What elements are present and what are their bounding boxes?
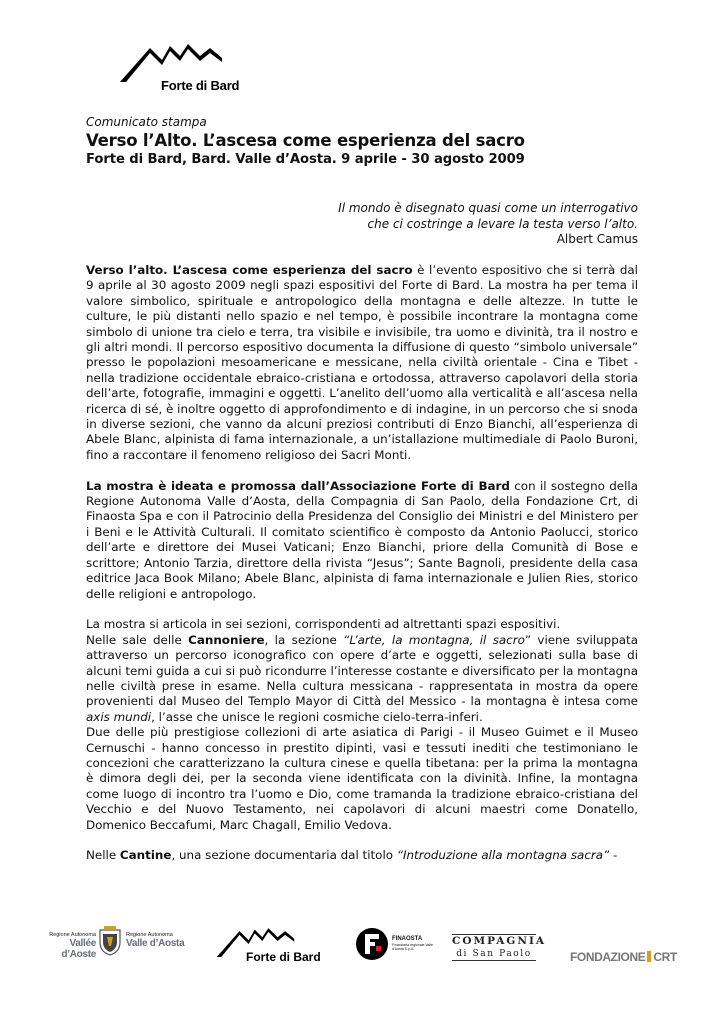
paragraph-6-text-c: -	[609, 848, 618, 863]
quote-line-2: che ci costringe a levare la testa verso l’alto.	[367, 216, 638, 231]
paragraph-4	[86, 633, 638, 725]
paragraph-1-bold: Verso l’alto. L’ascesa come esperienza del sacro	[86, 263, 413, 277]
regione-small-2: Regione Autonoma	[126, 932, 173, 938]
paragraph-5: Due delle più prestigiose collezioni di arte asiatica di Parigi - il Museo Guimet e il Museo Cernuschi - hanno concesso in prestito dipinti, vasi e tessuti inediti che testimoniano le concezioni che caratterizzano la cultura cinese e quella tibetana: per la prima la montagna è dimora degli dei, per la seconda viene identificata con la divinità. Infine, la montagna come luogo di incontro tra l’uomo e Dio, come tramanda la tradizione ebraico-cristiana del Vecchio e del Nuovo Testamento, nei capolavori di alcuni maestri come Donatello, Domenico Beccafumi, Marc Chagall, Emilio Vedova.	[86, 725, 638, 832]
page-subtitle: Forte di Bard, Bard. Valle d’Aosta. 9 aprile - 30 agosto 2009	[86, 152, 525, 167]
paragraph-4-text-b: , la sezione	[264, 632, 344, 647]
release-body	[86, 263, 638, 864]
compagnia-line-1: COMPAGNIA	[452, 935, 547, 947]
fondazione-bar-icon	[647, 951, 651, 962]
epigraph	[218, 201, 638, 248]
regione-logo-fr	[38, 932, 96, 960]
compagnia-san-paolo-logo	[452, 934, 547, 961]
fondazione-text: FONDAZIONE	[570, 950, 646, 964]
finaosta-name: FINAOSTA	[392, 936, 423, 942]
paragraph-1	[86, 263, 638, 463]
forte-footer-text: Forte di Bard	[246, 950, 321, 964]
regione-small-1: Regione Autonoma	[49, 932, 96, 938]
kicker: Comunicato stampa	[86, 115, 207, 129]
release-header	[86, 115, 646, 168]
finaosta-sub: Finanziaria regionale Valle d’Aosta S.p.A.	[392, 943, 433, 951]
paragraph-2-text: con il sostegno della Regione Autonoma Valle d’Aosta, della Compagnia di San Paolo, della Fondazione Crt, di Finaosta Spa e con il Patrocinio della Presidenza del Consiglio dei Ministri e del Ministero per i Beni e le Attività Culturali. Il comitato scientifico è composto da Antonio Paolucci, storico dell’arte e direttore dei Musei Vaticani; Enzo Bianchi, priore della Comunità di Bose e scrittore; Antonio Tarzia, direttore della rivista “Jesus”; Sante Bagnoli, presidente della casa editrice Jaca Book Milano; Abele Blanc, alpinista di fama internazionale e Julien Ries, storico delle religioni e antropologo.	[86, 478, 638, 601]
page-title: Verso l’Alto. L’ascesa come esperienza del sacro	[86, 131, 525, 150]
compagnia-line-2: di San Paolo	[456, 949, 532, 959]
quote-author: Albert Camus	[556, 232, 638, 246]
paragraph-6-bold: Cantine	[119, 848, 172, 863]
paragraph-1-text: è l’evento espositivo che si terrà dal 9 aprile al 30 agosto 2009 negli spazi espositivi del Forte di Bard. La mostra ha per tema il valore simbolico, spirituale e antropologico della montagna e delle altezze. In tutte le culture, le più distanti nello spazio e nel tempo, è possibile incontrare la montagna come simbolo di unione tra cielo e terra, tra visibile e invisibile, tra uomo e divinità, tra il nostro e gli altri mondi. Il percorso espositivo documenta la diffusione di questo “simbolo universale” presso le popolazioni mesoamericane e messicane, nella civiltà orientale - Cina e Tibet - nella tradizione occidentale ebraico-cristiana e ortodossa, attraverso capolavori della storia dell’arte, fotografie, immagini e oggetti. L’anelito dell’uomo alla verticalità e all’ascesa nella ricerca di sé, è inoltre oggetto di approfondimento e di indagine, in un percorso che si snoda in diverse sezioni, che vanno da alcuni preziosi contributi di Enzo Bianchi, all’esperienza di Abele Blanc, alpinista di fama internazionale, a un’istallazione multimediale di Paolo Buroni, fino a raccontare il fenomeno religioso dei Sacri Monti.	[86, 263, 638, 462]
paragraph-6-italic: “Introduzione alla montagna sacra”	[396, 848, 610, 863]
regione-big-2: Valle d’Aosta	[126, 938, 185, 949]
paragraph-3: La mostra si articola in sei sezioni, corrispondenti ad altrettanti spazi espositivi.	[86, 617, 561, 632]
finaosta-logo	[392, 936, 440, 951]
paragraph-4-text-c: ” viene sviluppata attraverso un percorso iconografico con opere d’arte e oggetti, selezionati sulla base di alcuni temi guida a cui si può ricondurre l’interesse costante e diversificato per la montagna nelle civiltà prese in esame. Nella cultura messicana - rappresentata in mostra da opere provenienti dal Museo del Templo Mayor di Città del Messico - la montagna è intesa come	[86, 632, 638, 709]
fondazione-crt-logo	[570, 950, 677, 964]
paragraph-2-bold: La mostra è ideata e promossa dall’Associazione Forte di Bard	[86, 478, 510, 493]
sponsor-logos	[0, 920, 724, 980]
coat-of-arms-icon	[98, 926, 122, 956]
crt-text: CRT	[653, 950, 677, 964]
paragraph-4-italic-a: “L’arte, la montagna, il sacro	[343, 632, 525, 647]
quote-line-1: Il mondo è disegnato quasi come un interrogativo	[338, 201, 638, 215]
paragraph-4-text-d: , l’asse che unisce le regioni cosmiche cielo-terra-inferi.	[151, 709, 483, 724]
regione-logo-it	[126, 932, 186, 949]
paragraph-6-text-a: Nelle	[86, 848, 120, 863]
paragraph-2	[86, 479, 638, 602]
paragraph-4-italic-b: axis mundi	[86, 709, 152, 724]
paragraph-6	[86, 848, 638, 863]
logo-text: Forte di Bard	[161, 78, 240, 93]
regione-big-1: Vallée d’Aoste	[61, 938, 96, 960]
finaosta-icon	[354, 926, 390, 962]
paragraph-4-text-a: Nelle sale delle	[86, 632, 189, 647]
paragraph-6-text-b: , una sezione documentaria dal titolo	[171, 848, 397, 863]
forte-di-bard-logo	[118, 36, 258, 94]
paragraph-4-bold: Cannoniere	[188, 632, 265, 647]
